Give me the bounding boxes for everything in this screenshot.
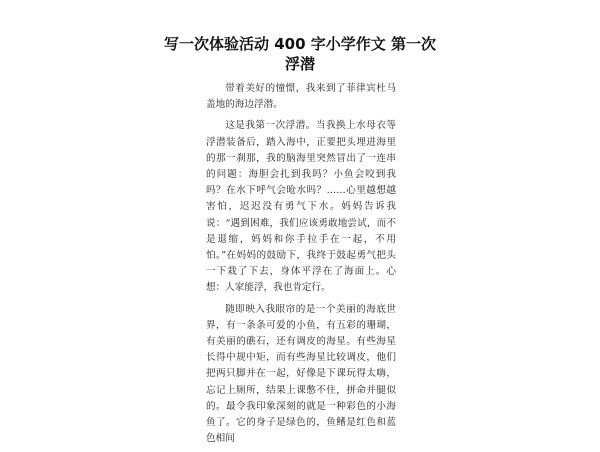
essay-body	[206, 81, 396, 452]
essay-paragraph-2: 这是我第一次浮潜。当我换上水母衣等浮潜装备后，踏入海中，正要把头埋进海里的那一刹那，我的脑海里突然冒出了一连串的问题：海胆会扎到我吗？小鱼会咬到我吗？在水下呼气会呛水吗？……心里越想越害怕，迟迟没有勇气下水。妈妈告诉我说：“遇到困难，我们应该勇敢地尝试，而不是退缩，妈妈和你手拉手在一起，不用怕。”在妈妈的鼓励下，我终于鼓起勇气把头一下栽了下去，身体平浮在了海面上。心想：人家能浮，我也肯定行。	[206, 120, 396, 294]
essay-paragraph-3: 随即映入我眼帘的是一个美丽的海底世界，有一条条可爱的小鱼，有五彩的珊瑚，有美丽的礁石，还有调皮的海星。有些海星长得中规中矩，而有些海星比较调皮，他们把两只脚并在一起，好像是下课玩得太嗨，忘记上厕所，结果上课憋不住，拼命并腿似的。最令我印象深刻的就是一种彩色的小海鱼了。它的身子是绿色的，鱼鳍是红色和蓝色相间	[206, 303, 396, 445]
essay-paragraph-1: 带着美好的憧憬，我来到了菲律宾杜马盖地的海边浮潜。	[206, 83, 396, 111]
essay-title: 写一次体验活动 400 字小学作文 第一次浮潜	[164, 35, 436, 73]
